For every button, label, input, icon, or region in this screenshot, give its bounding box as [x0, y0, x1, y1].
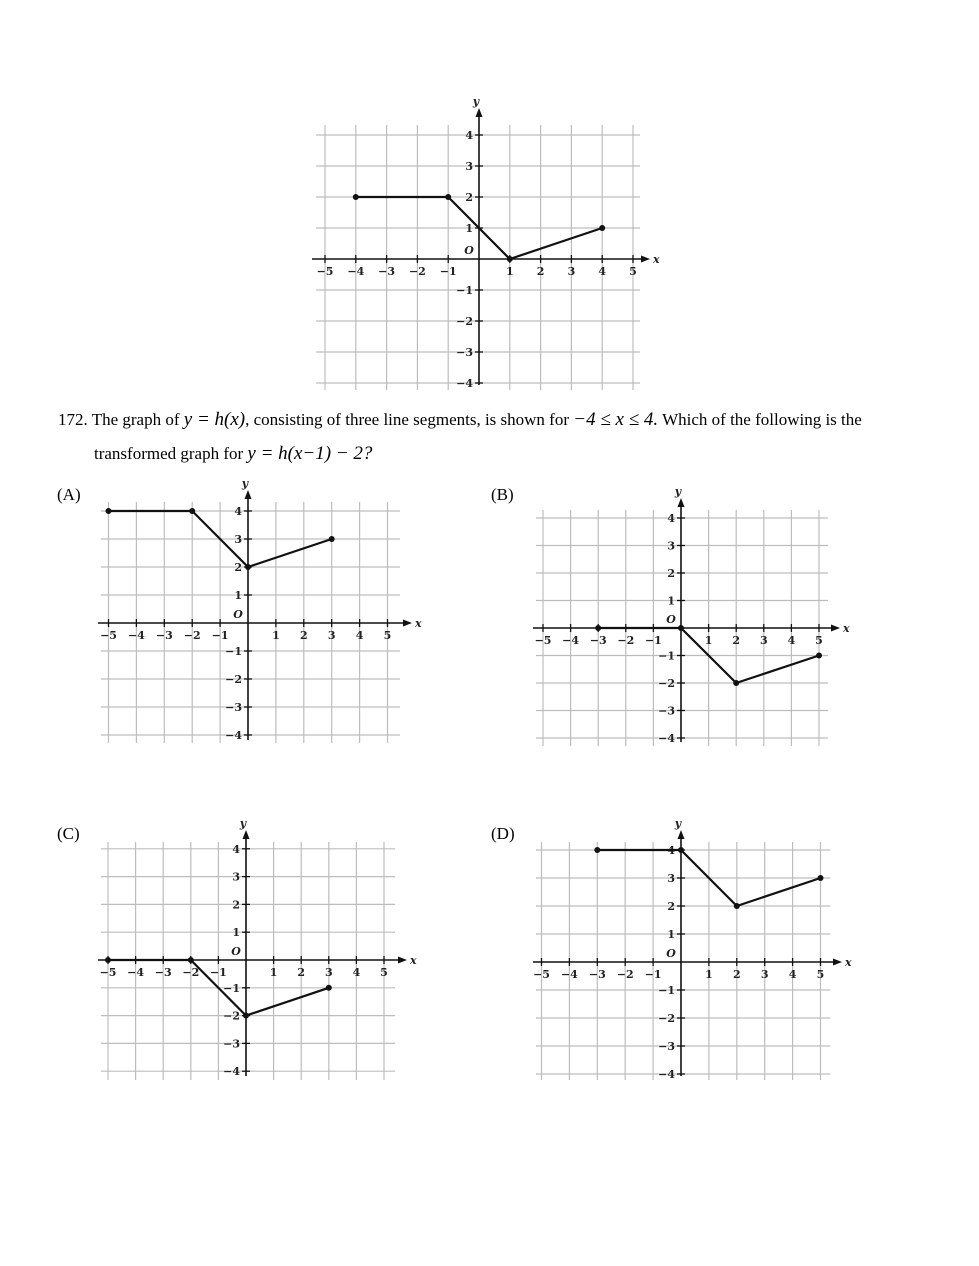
y-tick-label: −1: [225, 645, 242, 658]
series-point: [353, 194, 359, 200]
x-axis-label: x: [410, 954, 417, 967]
x-tick-label: −5: [316, 265, 334, 278]
series-point: [818, 875, 824, 881]
x-tick-label: 1: [705, 968, 713, 981]
x-tick-label: −1: [439, 265, 457, 278]
x-tick-label: 4: [352, 966, 361, 979]
option-a-graph-svg: [95, 478, 425, 748]
x-tick-label: 5: [629, 265, 637, 278]
y-tick-label: −2: [225, 673, 242, 686]
x-axis-label: x: [845, 956, 852, 969]
question-text-3: Which of the following is the: [662, 410, 862, 429]
y-tick-label: 4: [232, 842, 240, 856]
x-tick-label: 3: [759, 634, 768, 647]
y-tick-label: 4: [667, 512, 675, 525]
x-tick-label: −1: [644, 968, 662, 981]
y-tick-label: −1: [223, 981, 240, 995]
y-tick-label: 3: [465, 160, 473, 173]
series-point: [594, 847, 600, 853]
series-point: [189, 508, 195, 514]
x-tick-label: 1: [704, 634, 713, 647]
x-tick-label: −3: [588, 968, 606, 981]
x-tick-label: −1: [209, 966, 227, 979]
main-graph: [310, 95, 670, 395]
y-tick-label: 1: [667, 594, 675, 608]
question-text: [58, 403, 938, 471]
x-tick-label: 5: [815, 634, 823, 647]
y-axis-arrow: [678, 498, 685, 507]
x-tick-label: −5: [533, 968, 550, 981]
origin-label: O: [666, 947, 676, 960]
x-tick-label: 1: [505, 265, 514, 278]
series-point: [678, 625, 684, 631]
series-point: [733, 680, 739, 686]
x-tick-label: −1: [644, 634, 662, 647]
series-point: [329, 536, 335, 542]
domain-expression: −4 ≤ x ≤ 4.: [573, 409, 659, 430]
option-d-label[interactable]: (D): [491, 824, 515, 843]
x-tick-label: −4: [127, 966, 145, 979]
x-tick-label: 2: [732, 968, 741, 981]
y-tick-label: −2: [223, 1009, 240, 1023]
option-a-graph[interactable]: [95, 478, 425, 748]
x-tick-label: 3: [760, 968, 769, 981]
y-axis-arrow: [476, 108, 483, 117]
x-tick-label: −4: [347, 265, 365, 278]
x-tick-label: −5: [99, 966, 117, 979]
y-tick-label: −3: [456, 346, 473, 359]
x-axis-arrow: [398, 957, 407, 964]
y-axis-label: y: [241, 477, 249, 490]
y-tick-label: −1: [658, 649, 675, 663]
x-tick-label: −2: [617, 634, 635, 647]
y-tick-label: 1: [232, 926, 240, 940]
x-tick-label: 2: [299, 629, 308, 642]
series-point: [595, 625, 601, 631]
origin-label: O: [231, 945, 241, 958]
x-tick-label: 5: [380, 966, 388, 979]
y-tick-label: 3: [234, 533, 242, 546]
x-axis-arrow: [641, 256, 650, 263]
y-tick-label: −1: [658, 984, 675, 997]
option-c-graph[interactable]: [95, 818, 425, 1088]
x-tick-label: 2: [297, 966, 306, 979]
x-tick-label: 1: [272, 629, 280, 642]
y-tick-label: −4: [225, 729, 242, 742]
y-tick-label: −3: [225, 701, 242, 714]
question-text-1: The graph of: [91, 410, 180, 429]
y-axis-label: y: [472, 95, 480, 108]
x-tick-label: 3: [327, 629, 336, 642]
y-tick-label: −3: [223, 1037, 240, 1051]
series-point: [243, 1013, 249, 1019]
main-graph-svg: [310, 95, 670, 395]
y-tick-label: −4: [658, 1068, 675, 1081]
series-point: [445, 194, 451, 200]
question-text-4: transformed graph for: [94, 444, 244, 463]
option-b-label[interactable]: (B): [491, 485, 514, 504]
x-axis-label: x: [653, 253, 660, 266]
question-number: 172.: [58, 410, 88, 429]
y-tick-label: −1: [456, 284, 473, 297]
x-tick-label: −2: [616, 968, 634, 981]
series-point: [245, 564, 251, 570]
series-point: [105, 957, 111, 963]
origin-label: O: [666, 613, 676, 626]
x-tick-label: 4: [787, 634, 796, 647]
x-tick-label: −4: [562, 634, 580, 647]
y-tick-label: −4: [456, 377, 473, 390]
y-axis-label: y: [674, 485, 682, 498]
y-tick-label: 2: [232, 898, 240, 912]
x-axis-arrow: [833, 959, 842, 966]
series-point: [507, 256, 513, 262]
y-tick-label: −2: [456, 315, 473, 328]
y-tick-label: −2: [658, 1012, 675, 1025]
series-point: [678, 847, 684, 853]
y-tick-label: 4: [667, 844, 675, 857]
x-tick-label: 4: [788, 968, 797, 981]
question-text-2: , consisting of three line segments, is shown for: [245, 410, 570, 429]
x-tick-label: 2: [536, 265, 545, 278]
y-tick-label: 1: [667, 928, 675, 941]
y-tick-label: 2: [465, 191, 473, 204]
y-tick-label: 3: [232, 870, 240, 884]
y-tick-label: 4: [234, 505, 242, 518]
y-tick-label: −3: [658, 704, 675, 718]
x-tick-label: −5: [100, 629, 117, 642]
option-c-label[interactable]: (C): [57, 824, 80, 843]
x-tick-label: 5: [816, 968, 825, 981]
expr-h-of-x: y = h(x): [183, 409, 246, 430]
option-c-graph-svg: [95, 818, 425, 1088]
x-tick-label: 4: [355, 629, 364, 642]
transformed-expression: y = h(x−1) − 2?: [247, 443, 373, 464]
y-tick-label: −4: [223, 1065, 240, 1079]
x-tick-label: −2: [182, 966, 200, 979]
x-tick-label: −3: [378, 265, 396, 278]
y-axis-arrow: [243, 830, 250, 839]
x-axis-arrow: [403, 620, 412, 627]
y-tick-label: 3: [667, 872, 675, 885]
y-tick-label: 2: [667, 567, 675, 580]
y-axis-arrow: [678, 830, 685, 839]
option-b-graph-svg: [530, 484, 860, 754]
x-tick-label: 4: [598, 265, 607, 278]
option-d-graph-svg: [530, 818, 860, 1088]
option-d-graph[interactable]: [530, 818, 860, 1088]
y-axis-arrow: [245, 490, 252, 499]
origin-label: O: [464, 244, 474, 257]
y-tick-label: −3: [658, 1040, 675, 1053]
x-tick-label: 3: [324, 966, 333, 979]
series-point: [734, 903, 740, 909]
x-tick-label: −5: [534, 634, 552, 647]
series-point: [599, 225, 605, 231]
series-point: [326, 985, 332, 991]
x-tick-label: 3: [567, 265, 576, 278]
y-tick-label: 3: [667, 539, 675, 553]
y-tick-label: 1: [465, 222, 473, 235]
x-tick-label: −3: [155, 629, 173, 642]
x-axis-arrow: [831, 625, 840, 632]
x-tick-label: −4: [560, 968, 578, 981]
x-tick-label: 2: [732, 634, 741, 647]
x-tick-label: −4: [127, 629, 145, 642]
x-tick-label: −3: [589, 634, 607, 647]
option-b-graph[interactable]: [530, 484, 860, 754]
y-tick-label: 4: [465, 129, 473, 142]
x-tick-label: 5: [383, 629, 392, 642]
y-tick-label: 2: [234, 561, 242, 574]
y-tick-label: −2: [658, 677, 675, 690]
x-axis-label: x: [415, 617, 422, 630]
y-tick-label: 2: [667, 900, 675, 913]
series-point: [816, 653, 822, 659]
y-axis-label: y: [674, 817, 682, 830]
x-axis-label: x: [843, 622, 850, 635]
x-tick-label: −2: [183, 629, 201, 642]
x-tick-label: 1: [269, 966, 278, 979]
option-a-label[interactable]: (A): [57, 485, 81, 504]
series-point: [106, 508, 112, 514]
origin-label: O: [233, 608, 243, 621]
y-tick-label: −4: [658, 732, 675, 745]
x-tick-label: −1: [211, 629, 229, 642]
y-tick-label: 1: [234, 589, 242, 602]
series-point: [188, 957, 194, 963]
y-axis-label: y: [239, 817, 247, 830]
x-tick-label: −3: [154, 966, 172, 979]
x-tick-label: −2: [408, 265, 426, 278]
